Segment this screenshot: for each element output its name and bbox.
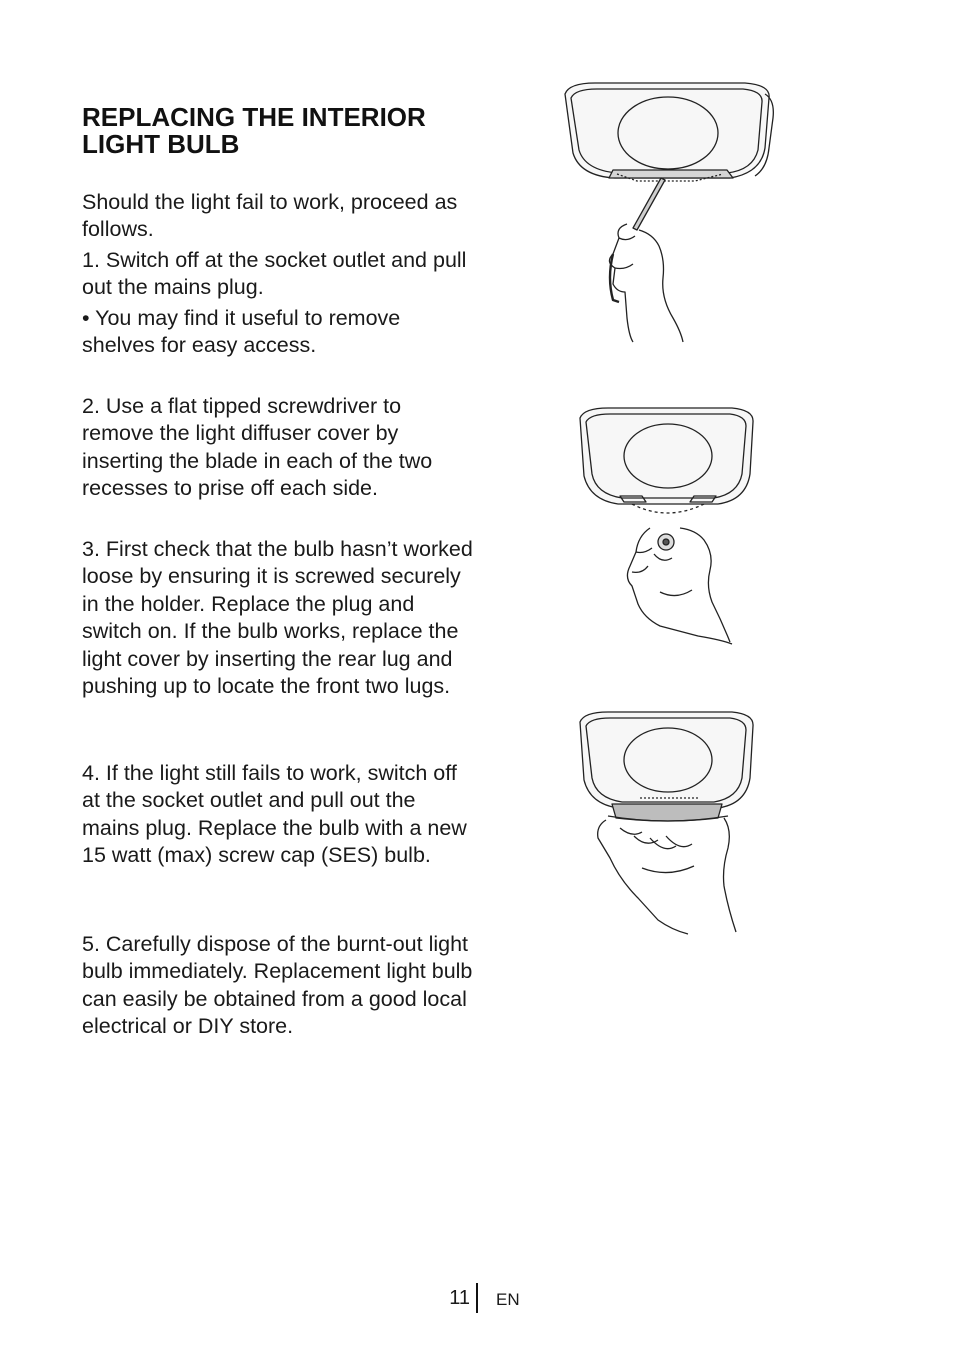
step-1-paragraph: 1. Switch off at the socket outlet and pull out the mains plug. [82, 248, 467, 300]
intro-paragraph: Should the light fail to work, proceed as follows. [82, 190, 458, 242]
screwdriver-diffuser-illustration [555, 78, 785, 348]
page-title: REPLACING THE INTERIOR LIGHT BULB [82, 102, 426, 159]
step-3-paragraph: 3. First check that the bulb hasn’t worked loose by ensuring it is screwed securely in the holder. Replace the plug and switch on. If the bulb works, replace the light cover by inserting the rear lug and pushing up to locate the front two lugs. [82, 537, 473, 699]
check-bulb-illustration [572, 404, 772, 649]
footer-divider [476, 1283, 478, 1313]
replace-cover-illustration [572, 708, 772, 938]
step-4-paragraph: 4. If the light still fails to work, switch off at the socket outlet and pull out the mains plug. Replace the bulb with a new 15 watt (max) screw cap (SES) bulb. [82, 761, 467, 868]
step-2-paragraph: 2. Use a flat tipped screwdriver to remove the light diffuser cover by inserting the blade in each of the two recesses to prise off each side. [82, 394, 433, 501]
language-code: EN [496, 1290, 520, 1309]
page-number: 11 [449, 1287, 470, 1309]
step-5-paragraph: 5. Carefully dispose of the burnt-out light bulb immediately. Replacement light bulb can easily be obtained from a good local electrical or DIY store. [82, 932, 473, 1039]
bullet-paragraph: • You may find it useful to remove shelves for easy access. [82, 306, 401, 358]
